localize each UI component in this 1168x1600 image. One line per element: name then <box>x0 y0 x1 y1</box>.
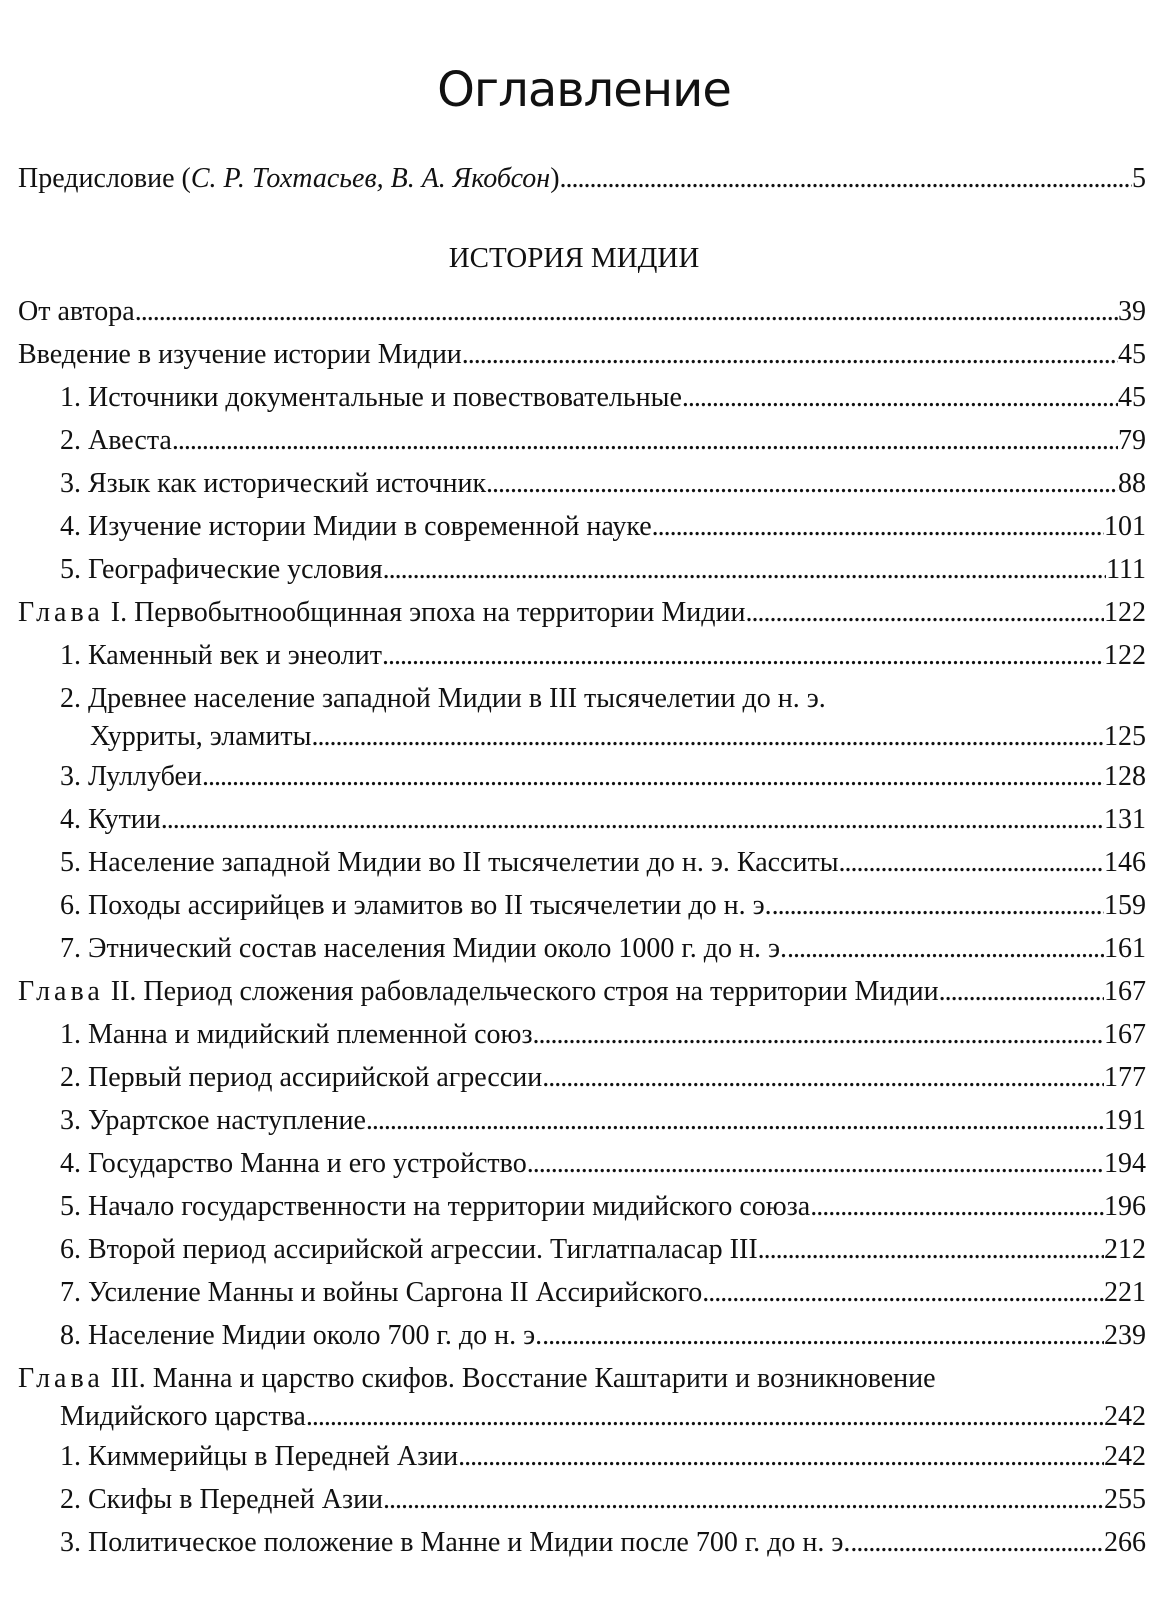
toc-entry-text: 2. Скифы в Передней Азии <box>60 1484 384 1515</box>
toc-entry <box>0 594 1146 632</box>
dot-leader <box>758 1231 1104 1269</box>
dot-leader <box>462 336 1118 374</box>
dot-leader <box>202 758 1104 796</box>
toc-page-number: 111 <box>1106 554 1146 585</box>
toc-entry-text: 7. Этнический состав населения Мидии около 1000 г. до н. э. <box>60 933 787 964</box>
toc-entry-text: 1. Источники документальные и повествовательные <box>60 382 682 413</box>
toc-page-number: 45 <box>1118 382 1146 413</box>
toc-page-number: 5 <box>1132 163 1146 194</box>
toc-entry-preface <box>0 160 1146 198</box>
toc-entry <box>0 1317 1146 1355</box>
toc-entry <box>0 1145 1146 1183</box>
toc-entry-text: 1. Манна и мидийский племенной союз <box>60 1019 533 1050</box>
dot-leader <box>383 551 1106 589</box>
dot-leader <box>458 1438 1104 1476</box>
dot-leader <box>745 594 1104 632</box>
toc-entry-text: Предисловие (С. Р. Тохтасьев, В. А. Якобсон) <box>18 163 560 194</box>
chapter-prefix: Глава <box>18 976 104 1007</box>
dot-leader <box>542 1317 1104 1355</box>
dot-leader <box>850 1524 1104 1562</box>
toc-entry-text: 8. Население Мидии около 700 г. до н. э. <box>60 1320 543 1351</box>
toc-entry-text: 5. Начало государственности на территории мидийского союза <box>60 1191 811 1222</box>
toc-entry <box>0 680 1146 756</box>
toc-entry-text: 7. Усиление Манны и войны Саргона II Ассирийского <box>60 1277 703 1308</box>
toc-entry <box>0 1231 1146 1269</box>
toc-entry <box>0 973 1146 1011</box>
toc-page-number: 194 <box>1104 1148 1146 1179</box>
toc-page-number: 167 <box>1104 976 1146 1007</box>
dot-leader <box>383 1481 1104 1519</box>
toc-entry-text: 6. Второй период ассирийской агрессии. Тиглатпаласар III <box>60 1234 758 1265</box>
toc-entry-text: Глава II. Период сложения рабовладельческого строя на территории Мидии <box>18 976 939 1007</box>
toc-page-number: 125 <box>1104 721 1146 752</box>
toc-entry <box>0 1274 1146 1312</box>
toc-entry <box>0 1016 1146 1054</box>
toc-page-number: 159 <box>1104 890 1146 921</box>
toc-entry <box>0 1481 1146 1519</box>
dot-leader <box>810 1188 1104 1226</box>
toc-entry <box>0 465 1146 503</box>
toc-entry <box>0 1524 1146 1562</box>
toc-page-number: 146 <box>1104 847 1146 878</box>
toc-page-number: 45 <box>1118 339 1146 370</box>
toc-entry <box>0 422 1146 460</box>
toc-page-number: 39 <box>1118 296 1146 327</box>
toc-entry-text: 2. Древнее население западной Мидии в III тысячелетии до н. э. <box>60 683 826 714</box>
toc-entry <box>0 379 1146 417</box>
toc-entry <box>0 336 1146 374</box>
toc-entry-text: 5. Географические условия <box>60 554 383 585</box>
dot-leader <box>527 1145 1104 1183</box>
chapter-prefix: Глава <box>18 597 104 628</box>
dot-leader <box>560 160 1132 198</box>
toc-entry-text: 2. Авеста <box>60 425 172 456</box>
page-title: Оглавление <box>437 62 731 119</box>
toc-entry <box>0 637 1146 675</box>
section-heading: ИСТОРИЯ МИДИИ <box>448 242 700 274</box>
toc-page-number: 177 <box>1104 1062 1146 1093</box>
toc-page-number: 167 <box>1104 1019 1146 1050</box>
dot-leader <box>533 1016 1104 1054</box>
toc-entry <box>0 844 1146 882</box>
toc-entry-text: 3. Язык как исторический источник <box>60 468 487 499</box>
dot-leader <box>702 1274 1104 1312</box>
toc-entry-text: 6. Походы ассирийцев и эламитов во II тысячелетии до н. э. <box>60 890 772 921</box>
toc-entry <box>0 1102 1146 1140</box>
toc-page-number: 212 <box>1104 1234 1146 1265</box>
dot-leader <box>161 801 1104 839</box>
toc-entry-text: 5. Население западной Мидии во II тысячелетии до н. э. Касситы <box>60 847 839 878</box>
toc-entry-text: 4. Кутии <box>60 804 161 835</box>
toc-entry-text: 3. Политическое положение в Манне и Мидии после 700 г. до н. э. <box>60 1527 851 1558</box>
dot-leader <box>311 718 1104 756</box>
toc-entry-text-continued: Мидийского царства <box>60 1401 306 1432</box>
toc-page-number: 242 <box>1104 1401 1146 1432</box>
toc-page-number: 161 <box>1104 933 1146 964</box>
dot-leader <box>772 887 1104 925</box>
toc-page-number: 242 <box>1104 1441 1146 1472</box>
toc-entry <box>0 930 1146 968</box>
toc-entry <box>0 1059 1146 1097</box>
toc-entry-text: 1. Каменный век и энеолит <box>60 640 382 671</box>
dot-leader <box>839 844 1104 882</box>
toc-entry-text: Введение в изучение истории Мидии <box>18 339 462 370</box>
toc-page-number: 79 <box>1118 425 1146 456</box>
dot-leader <box>682 379 1118 417</box>
toc-entry <box>0 887 1146 925</box>
toc-page-number: 239 <box>1104 1320 1146 1351</box>
toc-page-number: 196 <box>1104 1191 1146 1222</box>
toc-entry-text: 2. Первый период ассирийской агрессии <box>60 1062 543 1093</box>
toc-entry-text: 3. Луллубеи <box>60 761 202 792</box>
toc-page-number: 191 <box>1104 1105 1146 1136</box>
dot-leader <box>939 973 1104 1011</box>
toc-entry <box>0 1360 1146 1436</box>
dot-leader <box>306 1398 1104 1436</box>
dot-leader <box>135 293 1118 331</box>
toc-page-number: 122 <box>1104 640 1146 671</box>
dot-leader <box>382 637 1104 675</box>
toc-entry <box>0 758 1146 796</box>
toc-page-number: 221 <box>1104 1277 1146 1308</box>
dot-leader <box>652 508 1104 546</box>
dot-leader <box>486 465 1118 503</box>
toc-entry-text: 3. Урартское наступление <box>60 1105 366 1136</box>
chapter-prefix: Глава <box>18 1363 104 1394</box>
dot-leader <box>366 1102 1104 1140</box>
toc-entry-text: 4. Государство Манна и его устройство <box>60 1148 527 1179</box>
toc-entry-text: Глава I. Первобытнообщинная эпоха на территории Мидии <box>18 597 746 628</box>
preface-authors: С. Р. Тохтасьев, В. А. Якобсон <box>190 163 551 194</box>
toc-entry-text: Глава III. Манна и царство скифов. Восстание Каштарити и возникновение <box>18 1363 936 1394</box>
toc-entry-text: 1. Киммерийцы в Передней Азии <box>60 1441 459 1472</box>
toc-page-number: 101 <box>1104 511 1146 542</box>
toc-entry-text: От автора <box>18 296 135 327</box>
toc-entry-text-continued: Хурриты, эламиты <box>90 721 312 752</box>
dot-leader <box>787 930 1104 968</box>
toc-page-number: 88 <box>1118 468 1146 499</box>
dot-leader <box>172 422 1118 460</box>
toc-entry <box>0 508 1146 546</box>
toc-page-number: 255 <box>1104 1484 1146 1515</box>
toc-entry-text: 4. Изучение истории Мидии в современной науке <box>60 511 652 542</box>
toc-page-number: 128 <box>1104 761 1146 792</box>
toc-entry <box>0 293 1146 331</box>
toc-entry <box>0 551 1146 589</box>
toc-page-number: 122 <box>1104 597 1146 628</box>
dot-leader <box>542 1059 1104 1097</box>
toc-entry <box>0 1438 1146 1476</box>
toc-entry <box>0 1188 1146 1226</box>
toc-entry <box>0 801 1146 839</box>
toc-page-number: 131 <box>1104 804 1146 835</box>
toc-page-number: 266 <box>1104 1527 1146 1558</box>
